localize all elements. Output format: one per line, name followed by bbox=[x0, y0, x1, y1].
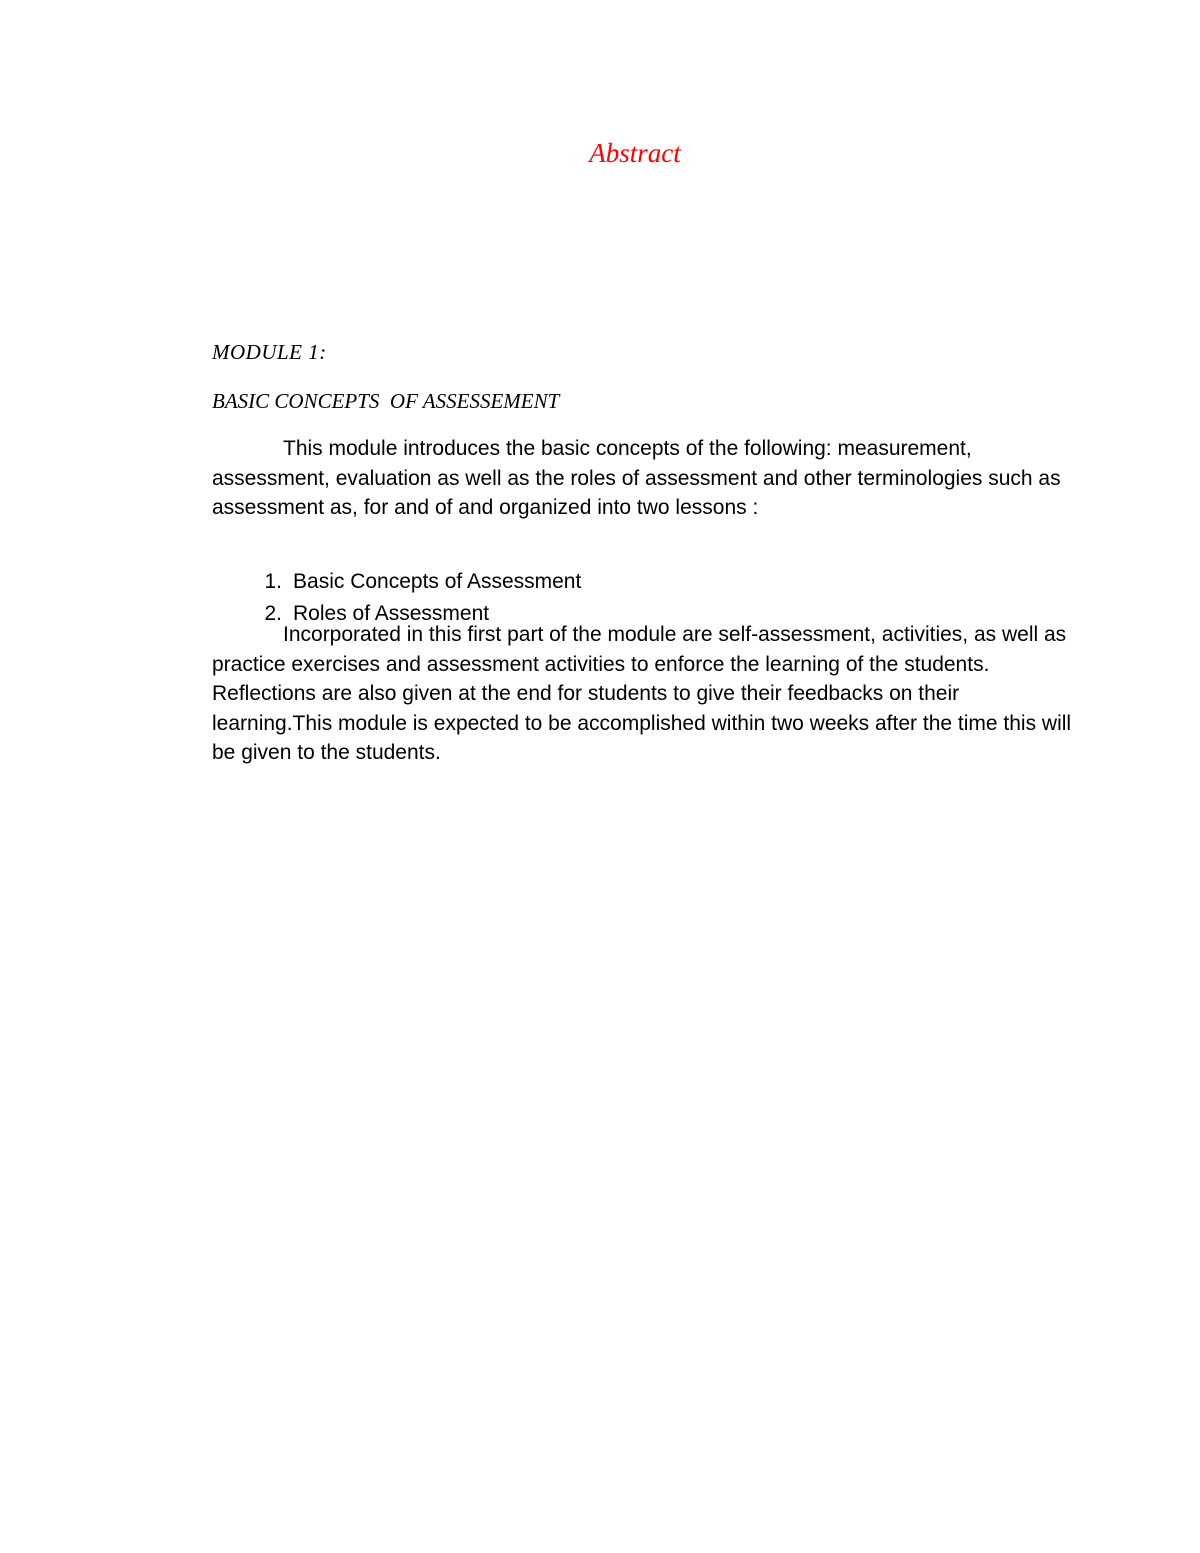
list-item-number: 1. bbox=[264, 570, 283, 593]
intro-paragraph: This module introduces the basic concepts of the following: measurement, assessment, evaluation as well as the roles of assessment and other terminologies such as assessment as, for and of and organized into two lessons : bbox=[212, 437, 1061, 519]
module-label: MODULE 1: bbox=[212, 340, 327, 364]
list-item-number: 2. bbox=[264, 602, 283, 625]
list-item-label: Roles of Assessment bbox=[293, 602, 490, 625]
module-title: BASIC CONCEPTS OF ASSESSEMENT bbox=[212, 389, 560, 413]
closing-paragraph: Incorporated in this first part of the module are self-assessment, activities, as well as practice exercises and assessment activities to enforce the learning of the students. Reflections are also given at the end for students to give their feedbacks on their learning.This module is expected to be accomplished within two weeks after the time this will be given to the students. bbox=[212, 623, 1072, 764]
document-title: Abstract bbox=[589, 138, 681, 168]
list-item-label: Basic Concepts of Assessment bbox=[293, 570, 582, 593]
lessons-list bbox=[212, 537, 582, 625]
list-item bbox=[212, 537, 582, 593]
